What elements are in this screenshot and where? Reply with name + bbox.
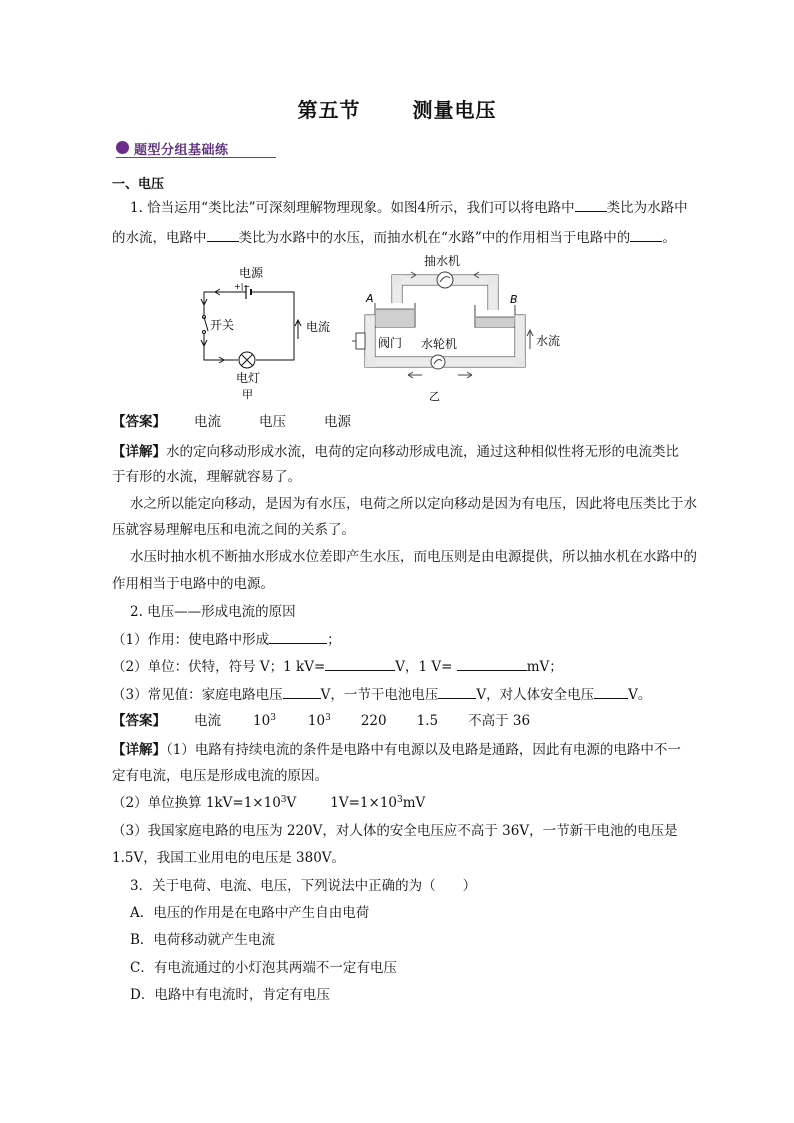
answer-blank — [457, 656, 527, 671]
water-circuit-diagram — [352, 255, 560, 403]
fig-lamp-label: 电灯 — [236, 371, 261, 385]
q1-answer: 【答案】 电流 电压 电源 — [112, 414, 351, 430]
q1-detail-line4: 压就容易理解电压和电流之间的关系了。 — [112, 522, 355, 538]
q2-item3: （3）常见值：家庭电路电压 V，一节干电池电压 V，对人体安全电压 V。 — [112, 684, 651, 705]
q1-line2: 的水流，电路中 类比为水路中的水压，而抽水机在“水路”中的作用相当于电路中的 。 — [112, 227, 676, 248]
q3-option-a: A．电压的作用是在电路中产生自由电荷 — [130, 905, 370, 921]
section-heading: 一、电压 — [112, 177, 165, 192]
banner-label: 题型分组基础练 — [134, 143, 229, 158]
q1-detail-line5: 水压时抽水机不断抽水形成水位差即产生水压，而电压则是由电源提供，所以抽水机在水路中的 — [130, 549, 697, 565]
fig-plus-minus-label: +|− — [234, 282, 251, 291]
electric-circuit-diagram — [201, 265, 330, 401]
q2-detail-line2: 定有电流，电压是形成电流的原因。 — [112, 768, 328, 784]
q3-option-d: D．电路中有电流时，肯定有电压 — [130, 987, 330, 1003]
q2-item1: （1）作用：使电路中形成 ； — [112, 629, 341, 650]
q3-option-b: B．电荷移动就产生电流 — [130, 932, 275, 948]
bullet-dot-icon — [116, 141, 129, 154]
fig-pump-label: 抽水机 — [424, 255, 461, 268]
q2-detail-line5: 1.5V，我国工业用电的电压是 380V。 — [112, 850, 346, 866]
page-title — [0, 94, 794, 123]
q2-detail-line4: （3）我国家庭电路的电压为 220V，对人体的安全电压应不高于 36V，一节新干电池的电压是 — [112, 823, 678, 839]
fig-point-b: B — [510, 293, 518, 306]
valve-icon — [356, 333, 365, 349]
q1-detail-line3: 水之所以能定向移动，是因为有水压，电荷之所以定向移动是因为有电压，因此将电压类比于水 — [130, 496, 697, 512]
answer-blank — [283, 684, 321, 699]
title-section-number: 第五节 — [297, 98, 361, 122]
fig-label-a: 甲 — [242, 388, 253, 401]
q2-answer: 【答案】 电流 $10^3$ $10^3$ 220 1.5 不高于 36 — [112, 713, 531, 729]
fig-valve-label: 阀门 — [378, 336, 403, 350]
q1-detail-line6: 作用相当于电路中的电源。 — [112, 576, 274, 592]
fig-switch-label: 开关 — [210, 318, 235, 332]
fig-point-a: A — [366, 292, 374, 305]
q1-line1: 1. 恰当运用“类比法”可深刻理解物理现象。如图4所示，我们可以将电路中 类比为水路中 — [130, 197, 688, 218]
q3-stem: 3．关于电荷、电流、电压，下列说法中正确的为（ ） — [130, 878, 477, 894]
answer-blank — [269, 629, 327, 644]
answer-blank — [630, 227, 662, 242]
q2-detail-line3: （2）单位换算 $1kV=1\times 10^3V$ $1V=1\times 10^3mV$ — [112, 795, 426, 811]
answer-blank — [325, 656, 395, 671]
section-banner — [116, 139, 276, 158]
fig-power-source-label: 电源 — [239, 266, 264, 280]
answer-blank — [207, 227, 239, 242]
answer-blank — [438, 684, 476, 699]
fig-turbine-label: 水轮机 — [421, 337, 458, 351]
q3-option-c: C．有电流通过的小灯泡其两端不一定有电压 — [130, 960, 397, 976]
fig-water-flow-label: 水流 — [536, 334, 561, 348]
q2-title: 2. 电压——形成电流的原因 — [130, 604, 296, 620]
fig-current-label: 电流 — [306, 320, 331, 334]
q1-detail-line2: 于有形的水流，理解就容易了。 — [112, 469, 301, 485]
answer-blank — [575, 197, 607, 212]
answer-blank — [594, 684, 628, 699]
figure-circuit-water-analogy — [190, 255, 570, 405]
title-topic: 测量电压 — [412, 98, 497, 122]
fig-label-b: 乙 — [429, 390, 440, 403]
q2-detail-line1: 【详解】（1）电路有持续电流的条件是电路中有电源以及电路是通路，因此有电源的电路中不一 — [112, 742, 681, 758]
q1-detail-line1: 【详解】水的定向移动形成水流，电荷的定向移动形成电流，通过这种相似性将无形的电流类比 — [112, 444, 679, 460]
q2-item2: （2）单位：伏特，符号 V；1 kV= V，1 V= mV； — [112, 656, 563, 677]
